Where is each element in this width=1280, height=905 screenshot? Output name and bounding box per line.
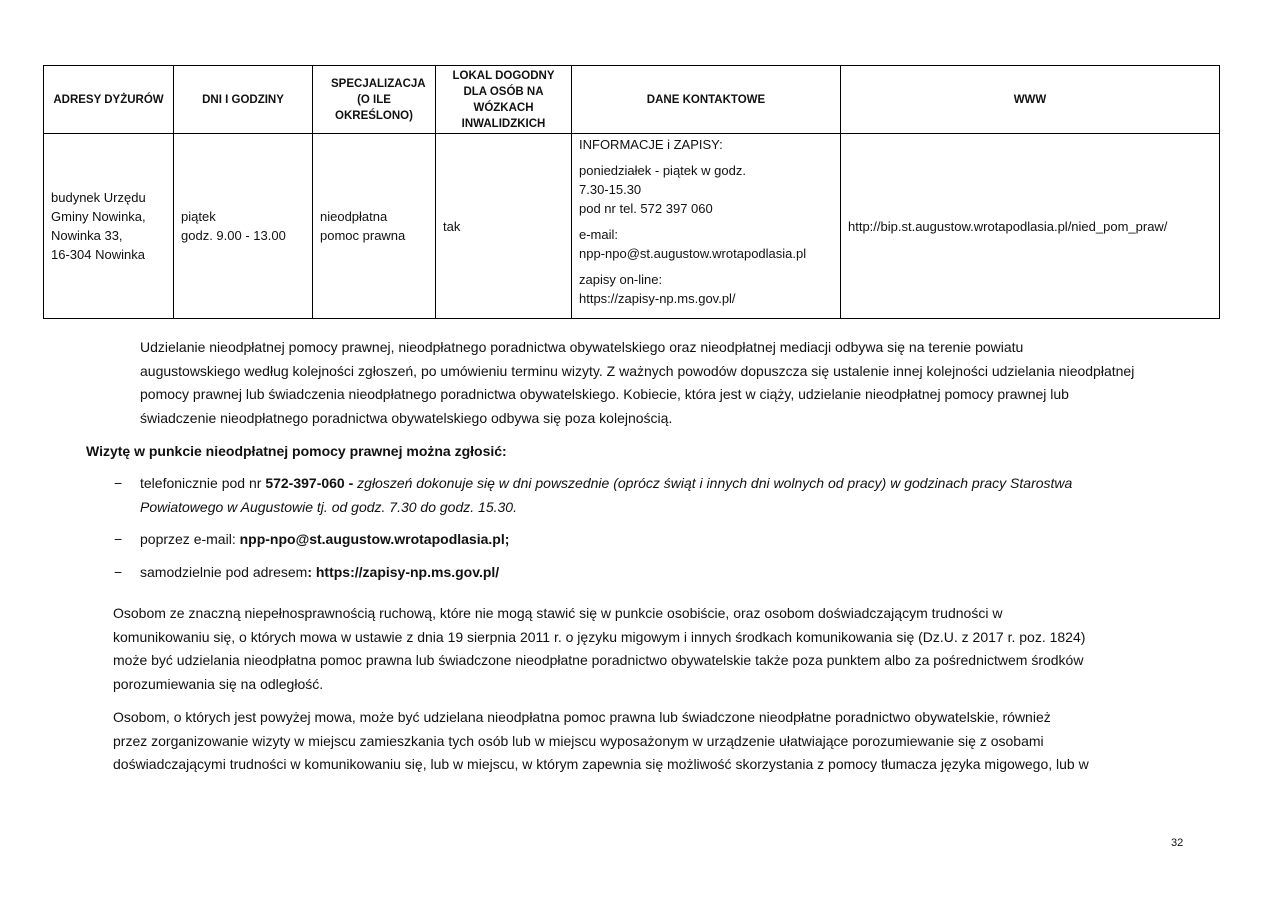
cell-wheelchair: tak xyxy=(436,134,572,319)
page-number: 32 xyxy=(1171,837,1184,849)
paragraph-line: Udzielanie nieodpłatnej pomocy prawnej, nieodpłatnego poradnictwa obywatelskiego oraz nieodpłatnej mediacji odbywa się na terenie powiatu xyxy=(140,339,1024,355)
cell-address xyxy=(44,134,174,319)
bullet-text: samodzielnie pod adresem xyxy=(140,564,308,580)
address-line: Gminy Nowinka, xyxy=(51,209,146,224)
paragraph-line: komunikowaniu się, o których mowa w ustawie z dnia 19 sierpnia 2011 r. o języku migowym i innych środkach komunikowania się (Dz.U. z 2017 r. poz. 1824) xyxy=(113,628,1086,645)
www-link[interactable]: http://bip.st.augustow.wrotapodlasia.pl/nied_pom_praw/ xyxy=(848,218,1168,234)
cell-specialization xyxy=(313,134,436,319)
paragraph-home-visits xyxy=(86,706,1186,777)
section-heading: Wizytę w punkcie nieodpłatnej pomocy prawnej można zgłosić: xyxy=(86,443,507,459)
address-line: Nowinka 33, xyxy=(51,228,123,243)
paragraph-visit-order xyxy=(86,336,1186,430)
header-www: WWW xyxy=(841,66,1220,134)
paragraph-line: Osobom, o których jest powyżej mowa, może być udzielana nieodpłatna pomoc prawna lub świadczone nieodpłatne poradnictwo obywatelskie, również xyxy=(113,709,1051,725)
paragraph-line: augustowskiego według kolejności zgłoszeń, po umówieniu terminu wizyty. Z ważnych powodów dopuszcza się ustalenie innej kolejności udzielania nieodpłatnej xyxy=(140,362,1135,379)
dash-bullet: − xyxy=(114,475,123,491)
header-addresses: ADRESY DYŻURÓW xyxy=(44,66,174,134)
list-item-email xyxy=(86,528,1186,552)
contact-hours: 7.30-15.30 xyxy=(579,182,642,197)
email-link[interactable]: npp-npo@st.augustow.wrotapodlasia.pl; xyxy=(239,531,510,547)
paragraph-line: przez zorganizowanie wizyty w miejscu zamieszkania tych osób lub w miejscu wyposażonym w urządzenie ułatwiające porozumiewanie się z osobami xyxy=(113,732,1044,749)
header-days-hours: DNI I GODZINY xyxy=(174,66,313,134)
paragraph-line: doświadczającymi trudności w komunikowaniu się, lub w miejscu, w którym zapewnia się możliwość skorzystania z pomocy tłumacza języka migowego, lub w xyxy=(113,756,1089,772)
paragraph-line: Osobom ze znaczną niepełnosprawnością ruchową, które nie mogą stawić się w punkcie osobiście, oraz osobom doświadczającym trudności w xyxy=(113,605,1003,621)
contact-online-link[interactable]: https://zapisy-np.ms.gov.pl/ xyxy=(579,291,736,306)
phone-number: 572-397-060 - xyxy=(265,475,358,491)
header-specialization: SPECJALIZACJA (O ILE OKREŚLONO) xyxy=(313,66,436,134)
bullet-italic-note: Powiatowego w Augustowie tj. od godz. 7.30 do godz. 15.30. xyxy=(140,498,517,515)
bullet-text: poprzez e-mail: xyxy=(140,531,240,547)
list-item-online xyxy=(86,561,1186,585)
dash-bullet: − xyxy=(114,531,123,547)
contact-online-label: zapisy on-line: xyxy=(579,272,663,287)
paragraph-line: porozumiewania się na odległość. xyxy=(113,675,324,692)
list-item-phone xyxy=(86,472,1186,519)
specialization-line: nieodpłatna xyxy=(320,209,388,224)
day-label: piątek xyxy=(181,209,216,224)
hours-label: godz. 9.00 - 13.00 xyxy=(181,228,286,243)
address-line: 16-304 Nowinka xyxy=(51,247,145,262)
contact-phone: pod nr tel. 572 397 060 xyxy=(579,201,713,216)
header-contact: DANE KONTAKTOWE xyxy=(572,66,841,134)
contact-hours: poniedziałek - piątek w godz. xyxy=(579,163,746,178)
address-line: budynek Urzędu xyxy=(51,190,146,205)
duty-table xyxy=(43,65,1220,319)
paragraph-line: pomocy prawnej lub świadczenia nieodpłatnego poradnictwa obywatelskiego. Kobiecie, która jest w ciąży, udzielanie nieodpłatnej pomocy prawnej lub xyxy=(140,386,1069,402)
cell-contact xyxy=(572,134,841,319)
dash-bullet: − xyxy=(114,564,123,580)
contact-info-label: INFORMACJE i ZAPISY: xyxy=(579,137,723,152)
paragraph-line: może być udzielania nieodpłatna pomoc prawna lub świadczone nieodpłatne poradnictwo obywatelskie także poza punktem albo za pośrednictwem środków xyxy=(113,652,1084,668)
bullet-text: telefonicznie pod nr xyxy=(140,475,266,491)
bullet-italic-note: zgłoszeń dokonuje się w dni powszednie (oprócz świąt i innych dni wolnych od pracy) w godzinach pracy Starostwa xyxy=(357,475,1073,491)
contact-email-label: e-mail: xyxy=(579,227,619,242)
table-header-row xyxy=(44,66,1220,134)
header-wheelchair-access: LOKAL DOGODNY DLA OSÓB NA WÓZKACH INWALIDZKICH xyxy=(436,66,572,134)
cell-www xyxy=(841,134,1220,319)
contact-email-link[interactable]: npp-npo@st.augustow.wrotapodlasia.pl xyxy=(579,246,807,261)
cell-days xyxy=(174,134,313,319)
paragraph-disabled-persons xyxy=(86,602,1186,696)
table-row xyxy=(44,134,1220,319)
paragraph-line: świadczenie nieodpłatnego poradnictwa obywatelskiego odbywa się poza kolejnością. xyxy=(140,409,673,426)
specialization-line: pomoc prawna xyxy=(320,228,406,243)
online-registration-link[interactable]: : https://zapisy-np.ms.gov.pl/ xyxy=(307,564,500,580)
